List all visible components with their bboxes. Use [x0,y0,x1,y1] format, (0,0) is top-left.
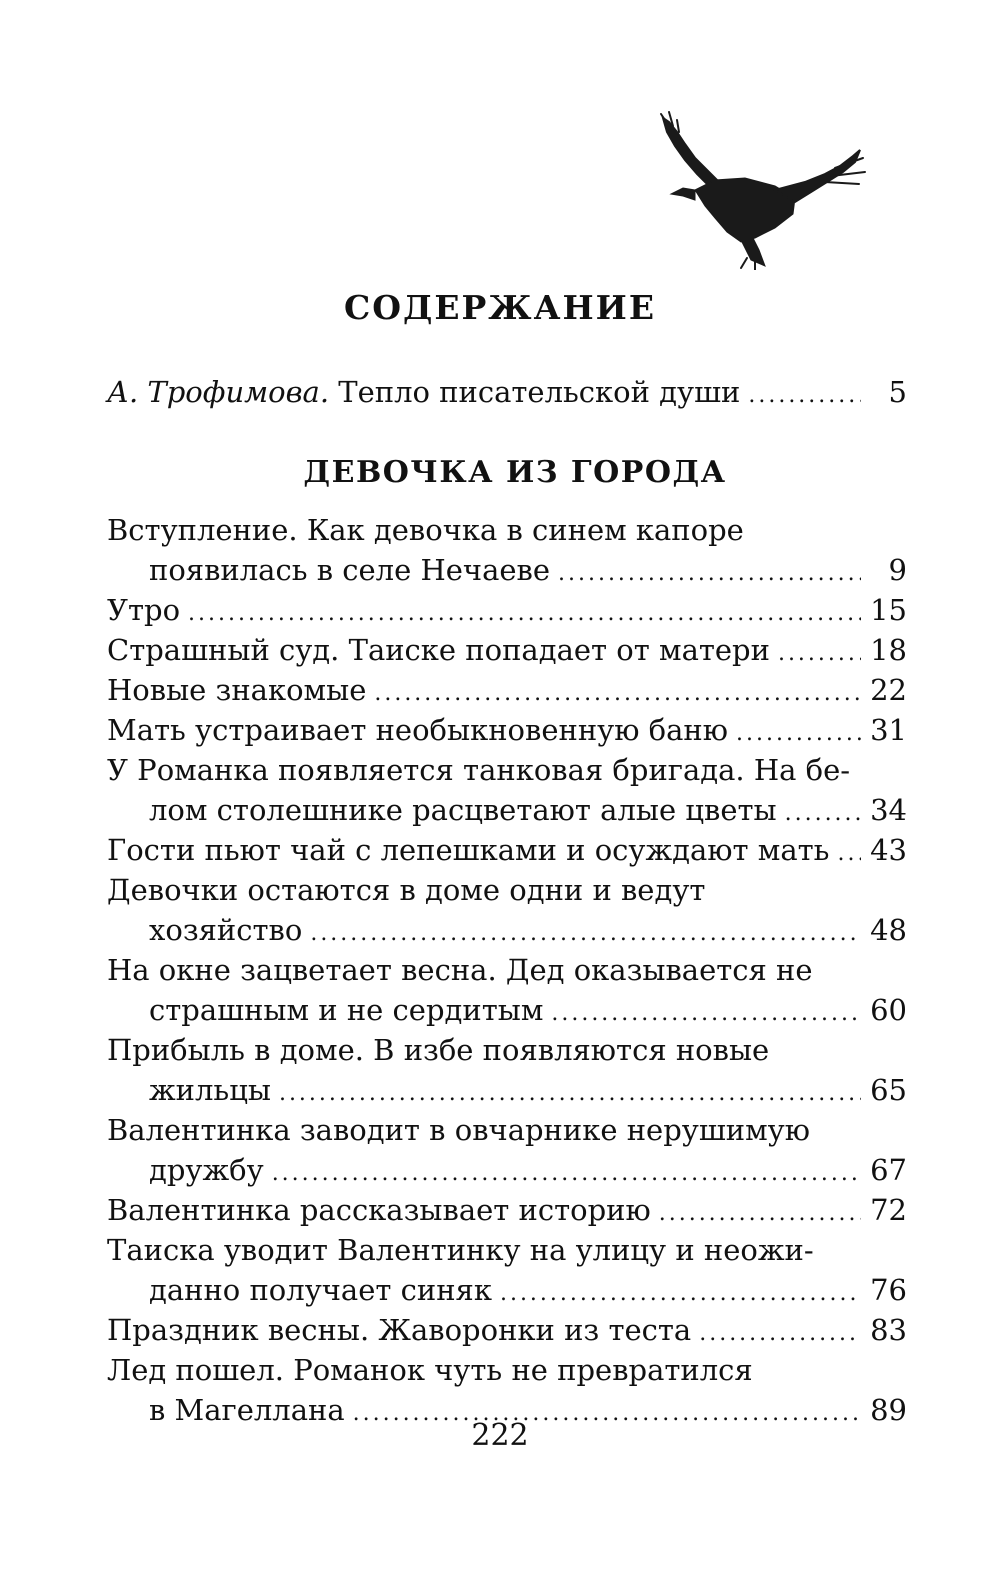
entry-page-number: 18 [870,633,907,667]
entry-page-number: 31 [870,713,907,747]
entry-title: Праздник весны. Жаворонки из теста [107,1313,692,1347]
toc-row [107,372,907,412]
dot-leader [188,594,861,634]
toc-row [107,670,907,710]
toc-entry [107,510,907,590]
toc-entry [107,1230,907,1310]
entry-page-number: 89 [870,1393,907,1427]
toc-entry [107,750,907,830]
raven-icon [655,110,870,270]
entry-title-line: Таиска уводит Валентинку на улицу и неожи- [107,1233,814,1267]
entry-page-number: 5 [888,375,907,409]
dot-leader [837,834,861,874]
toc-list [107,510,907,1430]
dot-leader [785,794,861,834]
dot-leader [551,994,861,1034]
entry-page-number: 72 [870,1193,907,1227]
entry-title: жильцы [149,1073,271,1107]
entry-title: Новые знакомые [107,673,367,707]
dot-leader [699,1314,861,1354]
toc-row [107,1310,907,1350]
entry-title: Утро [107,593,181,627]
entry-title-line: Прибыль в доме. В избе появляются новые [107,1033,770,1067]
toc-entry [107,590,907,630]
dot-leader [558,554,861,594]
dot-leader [279,1074,861,1114]
toc-row [107,630,907,670]
toc-row [107,1150,907,1190]
dot-leader [272,1154,861,1194]
entry-page-number: 65 [870,1073,907,1107]
dot-leader [778,634,861,674]
entry-title: в Магеллана [149,1393,345,1427]
toc-row [107,990,907,1030]
toc-entry [107,630,907,670]
intro-entry [107,372,907,412]
dot-leader [659,1194,861,1234]
entry-title: Валентинка рассказывает историю [107,1193,651,1227]
entry-page-number: 34 [870,793,907,827]
toc-row [107,910,907,950]
toc-row [107,710,907,750]
entry-title: Мать устраивает необыкновенную баню [107,713,729,747]
toc-row [107,1190,907,1230]
toc-entry [107,1310,907,1350]
entry-title-line: Вступление. Как девочка в синем капоре [107,513,744,547]
entry-title: страшным и не сердитым [149,993,544,1027]
essay-title: Тепло писательской души [329,375,741,409]
dot-leader [736,714,861,754]
entry-title-line: Валентинка заводит в овчарнике нерушимую [107,1113,810,1147]
entry-title-line: У Романка появляется танковая бригада. На бе- [107,753,851,787]
page-title: СОДЕРЖАНИЕ [343,288,656,327]
toc-row [107,590,907,630]
toc-row [107,790,907,830]
toc-entry [107,1190,907,1230]
entry-title: дружбу [149,1153,264,1187]
entry-page-number: 60 [870,993,907,1027]
entry-title: Страшный суд. Таиске попадает от матери [107,633,770,667]
author-name: А. Трофимова. [107,375,330,409]
entry-title-line: Девочки остаются в доме одни и ведут [107,873,706,907]
dot-leader [374,674,861,714]
entry-title: лом столешнике расцветают алые цветы [149,793,777,827]
toc-row [107,550,907,590]
toc-entry [107,1030,907,1110]
section-title: ДЕВОЧКА ИЗ ГОРОДА [303,455,727,490]
entry-title: данно получает синяк [149,1273,492,1307]
entry-page-number: 22 [870,673,907,707]
toc-entry [107,830,907,870]
page-number: 222 [471,1418,529,1453]
entry-title: хозяйство [149,913,303,947]
toc-entry [107,1110,907,1190]
dot-leader [500,1274,861,1314]
entry-title-line: На окне зацветает весна. Дед оказывается не [107,953,813,987]
toc-row [107,1070,907,1110]
entry-page-number: 48 [870,913,907,947]
toc-row [107,1270,907,1310]
entry-title: Гости пьют чай с лепешками и осуждают мать [107,833,830,867]
entry-title [107,372,740,412]
toc-entry [107,710,907,750]
entry-page-number: 15 [870,593,907,627]
toc-entry [107,950,907,1030]
entry-title-line: Лед пошел. Романок чуть не превратился [107,1353,753,1387]
entry-page-number: 67 [870,1153,907,1187]
entry-page-number: 76 [870,1273,907,1307]
dot-leader [748,376,861,416]
toc-row [107,830,907,870]
entry-page-number: 43 [870,833,907,867]
entry-title: появилась в селе Нечаеве [149,553,551,587]
dot-leader [310,914,861,954]
entry-page-number: 83 [870,1313,907,1347]
entry-page-number: 9 [888,553,907,587]
toc-entry [107,870,907,950]
toc-entry [107,670,907,710]
